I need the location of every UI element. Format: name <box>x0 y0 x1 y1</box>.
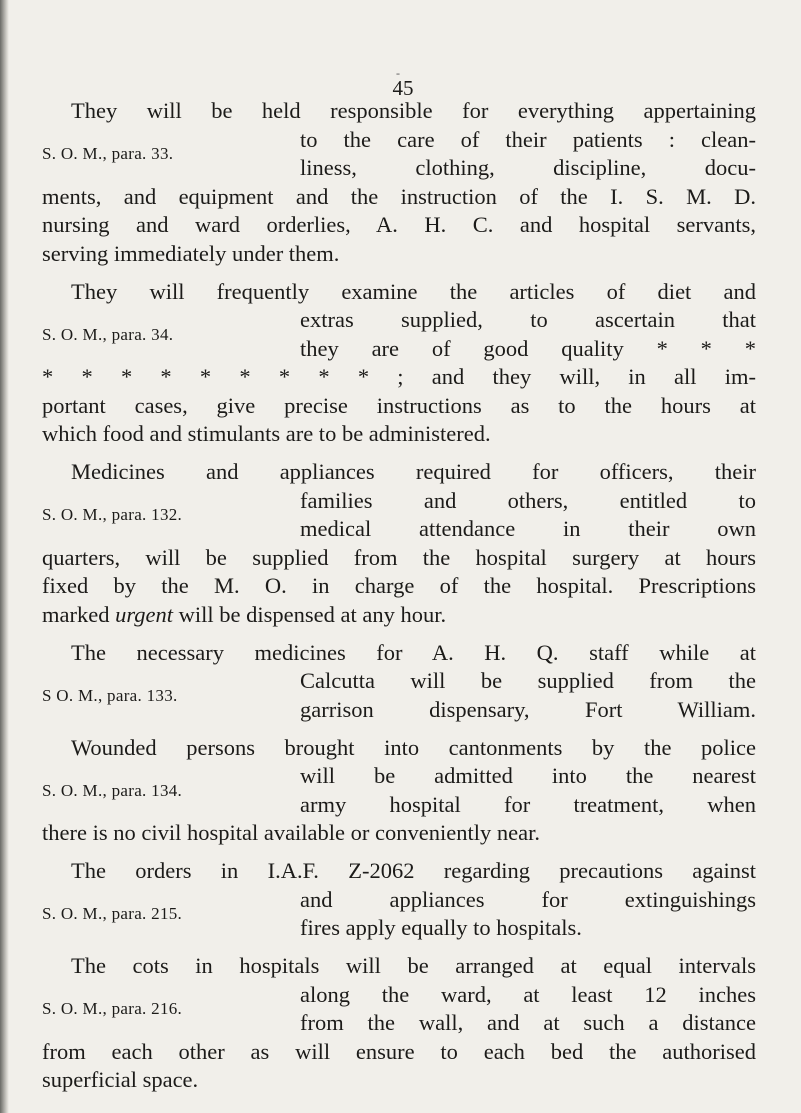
paragraph-line: nursing and ward orderlies, A. H. C. and hospital servants, <box>42 212 756 237</box>
side-reference-block <box>42 762 756 819</box>
paragraph-1 <box>42 97 756 268</box>
paragraph-line: will be admitted into the nearest <box>300 763 756 788</box>
paragraph-line: from the wall, and at such a distance <box>300 1010 756 1035</box>
side-reference-block <box>42 306 756 363</box>
margin-reference: S. O. M., para. 215. <box>42 904 183 923</box>
side-reference-block <box>42 667 756 724</box>
paragraph-line: from each other as will ensure to each bed the authorised <box>42 1038 756 1064</box>
margin-reference: S. O. M., para. 34. <box>42 324 174 344</box>
paragraph-line: They will be held responsible for everything appertaining <box>71 98 756 123</box>
paragraph-line: serving immediately under them. <box>42 240 340 266</box>
paragraph-line: and appliances for extinguishings <box>300 886 756 912</box>
paragraph-5 <box>42 734 756 848</box>
paragraph-line: quarters, will be supplied from the hospital surgery at hours <box>42 544 756 570</box>
paragraph-line: They will frequently examine the articles of diet and <box>71 278 756 304</box>
page-number: 45 <box>392 76 414 100</box>
margin-reference: S. O. M., para. 216. <box>42 999 183 1018</box>
paragraph-line: liness, clothing, discipline, docu- <box>300 155 756 180</box>
paragraph-line: they are of good quality * * * <box>300 335 756 361</box>
body-text <box>42 97 756 1104</box>
paragraph-line: there is no civil hospital available or conveniently near. <box>42 820 540 845</box>
side-reference-block <box>42 981 756 1038</box>
paragraph-line: along the ward, at least 12 inches <box>300 981 756 1007</box>
margin-reference: S. O. M., para. 134. <box>42 780 183 800</box>
paragraph-line: medical attendance in their own <box>300 516 756 541</box>
paragraph-line: garrison dispensary, Fort William. <box>300 696 756 722</box>
paragraph-line: Calcutta will be supplied from the <box>300 668 756 693</box>
paragraph-line: ments, and equipment and the instruction of the I. S. M. D. <box>42 183 756 209</box>
side-reference-block <box>42 487 756 544</box>
side-reference-block <box>42 126 756 183</box>
paragraph-line: portant cases, give precise instructions as to the hours at <box>42 392 756 418</box>
side-reference-block <box>42 886 756 943</box>
paragraph-line: The orders in I.A.F. Z-2062 regarding precautions against <box>71 858 756 883</box>
paragraph-line: The cots in hospitals will be arranged at equal intervals <box>71 953 756 978</box>
paragraph-line: * * * * * * * * * ; and they will, in all im- <box>42 364 756 389</box>
margin-reference: S. O. M., para. 33. <box>42 144 174 163</box>
text-run: will be dispensed at any hour. <box>173 601 447 627</box>
paragraph-line <box>42 601 756 630</box>
paragraph-line: Medicines and appliances required for officers, their <box>71 459 756 484</box>
margin-reference: S O. M., para. 133. <box>42 685 178 705</box>
paragraph-line: fires apply equally to hospitals. <box>300 915 582 940</box>
paragraph-line: Wounded persons brought into cantonments by the police <box>71 734 756 760</box>
text-run: marked <box>42 601 116 627</box>
emphasis-urgent: urgent <box>115 601 174 627</box>
paragraph-4 <box>42 639 756 725</box>
paragraph-line: The necessary medicines for A. H. Q. staff while at <box>71 639 756 665</box>
margin-reference: S. O. M., para. 132. <box>42 505 183 524</box>
paragraph-line: to the care of their patients : clean- <box>300 126 756 152</box>
paragraph-line: families and others, entitled to <box>300 487 756 513</box>
paragraph-2 <box>42 278 756 449</box>
paragraph-line: extras supplied, to ascertain that <box>300 307 756 332</box>
page-mark: - <box>396 66 400 80</box>
paragraph-7 <box>42 952 756 1095</box>
paragraph-line: army hospital for treatment, when <box>300 791 756 817</box>
paragraph-line: which food and stimulants are to be administered. <box>42 421 491 446</box>
paragraph-6 <box>42 857 756 943</box>
paragraph-3 <box>42 458 756 629</box>
paragraph-line: fixed by the M. O. in charge of the hospital. Prescriptions <box>42 573 756 598</box>
paragraph-line: superficial space. <box>42 1067 199 1092</box>
binding-edge <box>0 0 9 1113</box>
